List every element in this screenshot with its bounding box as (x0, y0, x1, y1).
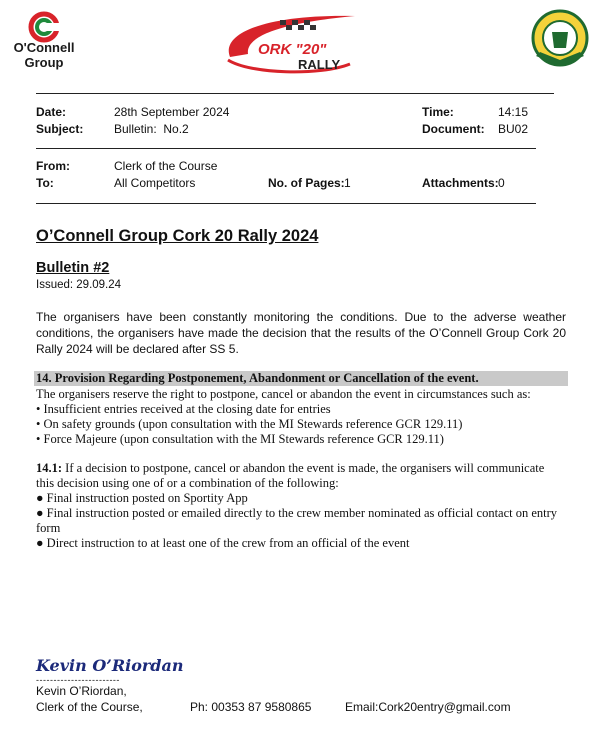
section-14-heading: 14. Provision Regarding Postponement, Abandonment or Cancellation of the event. (34, 371, 568, 386)
attachments-label: Attachments: (422, 176, 499, 190)
rally-logo (210, 12, 360, 80)
signer-phone: Ph: 00353 87 9580865 (190, 700, 312, 714)
issued-date: Issued: 29.09.24 (36, 279, 122, 291)
signer-name: Kevin O’Riordan, (36, 684, 127, 698)
time-label: Time: (422, 105, 454, 119)
document-label: Document: (422, 122, 485, 136)
meta-rule-2 (36, 203, 536, 204)
rally-logo-subtitle: RALLY (298, 57, 341, 72)
rally-logo-title: ORK "20" (258, 41, 327, 58)
section-14-1-line-rest: If a decision to postpone, cancel or abandon the event is made, the organisers will communicate (62, 461, 545, 475)
section-14-1-line: ● Direct instruction to at least one of the crew from an official of the event (36, 536, 410, 550)
signer-role: Clerk of the Course, (36, 700, 143, 714)
section-14-line: The organisers reserve the right to postpone, cancel or abandon the event in circumstances such as: (36, 387, 531, 401)
munster-car-club-crest-icon (528, 8, 592, 70)
from-value: Clerk of the Course (114, 159, 218, 173)
logo-line-1: O'Connell (13, 40, 75, 55)
meta-rule-1 (36, 148, 536, 149)
oconnell-group-logo-icon (4, 10, 84, 44)
oconnell-group-logo (4, 10, 84, 72)
section-14-1-line: form (36, 521, 61, 535)
munster-car-club-crest (528, 8, 592, 70)
section-14-line: • On safety grounds (upon consultation with the MI Stewards reference GCR 129.11) (36, 417, 463, 431)
top-rule (36, 93, 554, 94)
time-value: 14:15 (498, 105, 529, 119)
from-label: From: (36, 159, 70, 173)
intro-line: Rally 2024 will be declared after SS 5. (36, 342, 239, 356)
section-14-1-line: this decision using one of or a combination of the following: (36, 476, 339, 490)
subject-value: Bulletin: No.2 (114, 122, 189, 136)
intro-line: The organisers have been constantly monitoring the conditions. Due to the adverse weather (36, 310, 566, 324)
section-14-1-label: 14.1: (36, 461, 63, 475)
signer-email[interactable]: Email:Cork20entry@gmail.com (345, 700, 511, 714)
pages-label: No. of Pages: (268, 176, 345, 190)
date-label: Date: (36, 105, 67, 119)
document-title: O’Connell Group Cork 20 Rally 2024 (36, 227, 319, 245)
bulletin-heading: Bulletin #2 (36, 260, 110, 276)
attachments-value: 0 (498, 176, 505, 190)
section-14-1-body (36, 461, 568, 551)
intro-paragraph (36, 309, 566, 357)
signature-dashes: ------------------------ (36, 675, 120, 685)
logo-line-2: Group (24, 55, 64, 70)
pages-value: 1 (344, 176, 351, 190)
section-14-1-line: ● Final instruction posted on Sportity App (36, 491, 248, 505)
signature-script: Kevin O’Riordan (36, 656, 184, 675)
subject-label: Subject: (36, 122, 84, 136)
section-14-1-first-line (36, 461, 568, 476)
section-14-1-line: ● Final instruction posted or emailed directly to the crew member nominated as official contact on entry (36, 506, 558, 520)
section-14-line: • Insufficient entries received at the closing date for entries (36, 402, 331, 416)
document-value: BU02 (498, 122, 529, 136)
intro-line: conditions, the organisers have made the decision that the results of the O’Connell Group Cork 20 (36, 326, 566, 340)
date-value: 28th September 2024 (114, 105, 230, 119)
section-14-body (36, 387, 566, 447)
to-label: To: (36, 176, 54, 190)
section-14-line: • Force Majeure (upon consultation with the MI Stewards reference GCR 129.11) (36, 432, 444, 446)
to-value: All Competitors (114, 176, 196, 190)
